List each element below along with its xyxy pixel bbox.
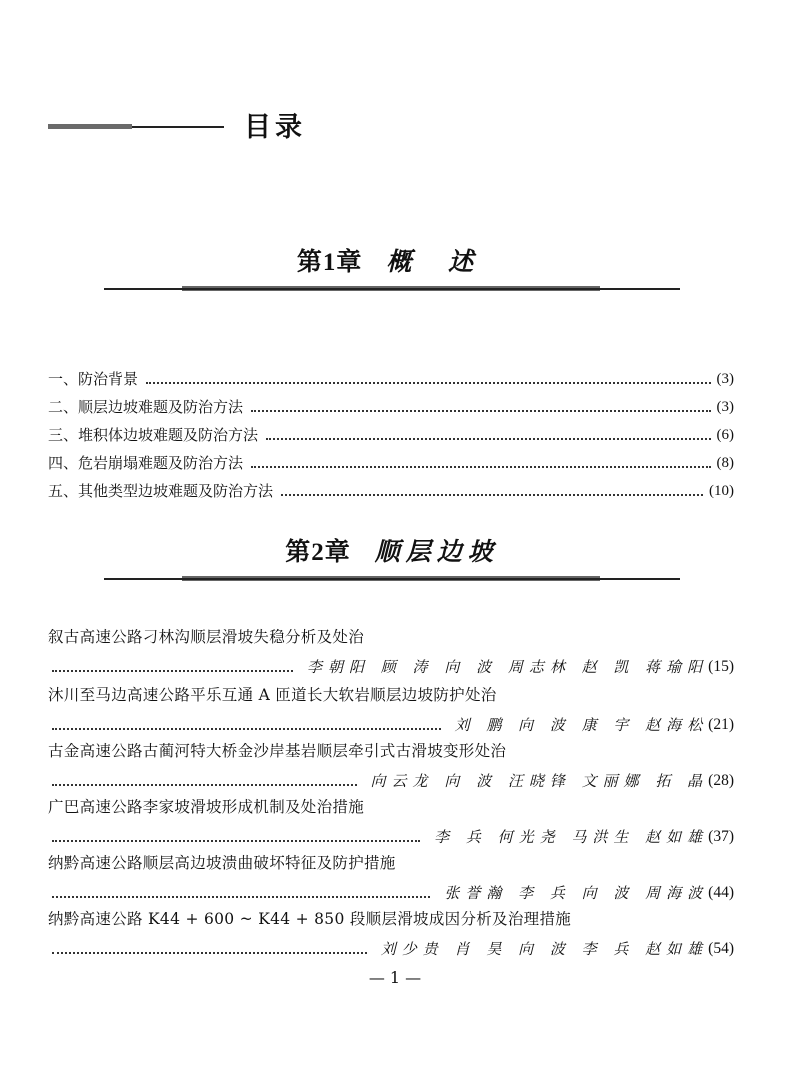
article-title[interactable]: 古金高速公路古蔺河特大桥金沙岸基岩顺层牵引式古滑坡变形处治	[48, 742, 507, 760]
article-authors: 向云龙 向 波 汪晓锋 文丽娜 拓 晶	[370, 772, 709, 790]
chapter-title	[104, 534, 680, 571]
entry-page: (10)	[709, 483, 734, 499]
leader-dots	[281, 494, 703, 496]
chapter-rule-thin	[104, 288, 680, 290]
entry-page: (3)	[716, 371, 734, 387]
article-title[interactable]: 叙古高速公路刁林沟顺层滑坡失稳分析及处治	[48, 628, 365, 646]
article-authors: 李朝阳 顾 涛 向 波 周志林 赵 凯 蒋瑜阳	[307, 658, 709, 676]
chapter-name: 顺层边坡	[374, 537, 499, 566]
leader-dots	[251, 410, 710, 412]
article-authors: 刘 鹏 向 波 康 宇 赵海松	[454, 716, 709, 734]
leader-dots	[52, 840, 420, 842]
article-page: (28)	[708, 772, 734, 789]
entry-page: (8)	[716, 455, 734, 471]
article-meta	[48, 824, 734, 848]
article-page: (54)	[708, 940, 734, 957]
toc-entry[interactable]	[48, 394, 734, 418]
article-meta	[48, 768, 734, 792]
entry-label: 三、堆积体边坡难题及防治方法	[48, 426, 259, 444]
toc-heading	[48, 108, 348, 148]
article-page: (44)	[708, 884, 734, 901]
article-page: (37)	[708, 828, 734, 845]
article-authors: 刘少贵 肖 昊 向 波 李 兵 赵如雄	[380, 940, 709, 958]
toc-entry[interactable]	[48, 450, 734, 474]
article-title[interactable]: 广巴高速公路李家坡滑坡形成机制及处治措施	[48, 798, 365, 816]
entry-label: 四、危岩崩塌难题及防治方法	[48, 454, 244, 472]
leader-dots	[251, 466, 710, 468]
entry-label: 五、其他类型边坡难题及防治方法	[48, 482, 274, 500]
chapter-1-header	[104, 244, 680, 296]
article-meta	[48, 936, 734, 960]
article-meta	[48, 654, 734, 678]
toc-entry[interactable]	[48, 422, 734, 446]
leader-dots	[52, 670, 293, 672]
chapter-title	[104, 244, 680, 281]
chapter-2-header	[104, 534, 680, 586]
article-title[interactable]: 纳黔高速公路 K44 + 600 ~ K44 + 850 段顺层滑坡成因分析及治理措施	[48, 910, 572, 928]
heading-bar-thin	[132, 126, 224, 128]
entry-page: (3)	[716, 399, 734, 415]
toc-entry[interactable]	[48, 478, 734, 502]
chapter-label: 第2章	[285, 539, 351, 566]
heading-bar-thick	[48, 124, 132, 129]
entry-label: 一、防治背景	[48, 370, 139, 388]
leader-dots	[146, 382, 710, 384]
leader-dots	[52, 896, 430, 898]
page-number: — 1 —	[368, 968, 422, 987]
leader-dots	[52, 784, 357, 786]
article-authors: 李 兵 何光尧 马洪生 赵如雄	[434, 828, 709, 846]
article-page: (21)	[708, 716, 734, 733]
article-authors: 张誉瀚 李 兵 向 波 周海波	[444, 884, 709, 902]
chapter-label: 第1章	[296, 249, 363, 276]
article-meta	[48, 880, 734, 904]
article-meta	[48, 712, 734, 736]
entry-label: 二、顺层边坡难题及防治方法	[48, 398, 244, 416]
chapter-rule-thin	[104, 578, 680, 580]
leader-dots	[266, 438, 710, 440]
leader-dots	[52, 728, 441, 730]
article-title[interactable]: 沐川至马边高速公路平乐互通 A 匝道长大软岩顺层边坡防护处治	[48, 686, 497, 704]
article-page: (15)	[708, 658, 734, 675]
chapter-name: 概 述	[386, 247, 488, 276]
page-title: 目录	[244, 112, 306, 143]
toc-entry[interactable]	[48, 366, 734, 390]
entry-page: (6)	[716, 427, 734, 443]
leader-dots	[52, 952, 367, 954]
article-title[interactable]: 纳黔高速公路顺层高边坡溃曲破坏特征及防护措施	[48, 854, 396, 872]
